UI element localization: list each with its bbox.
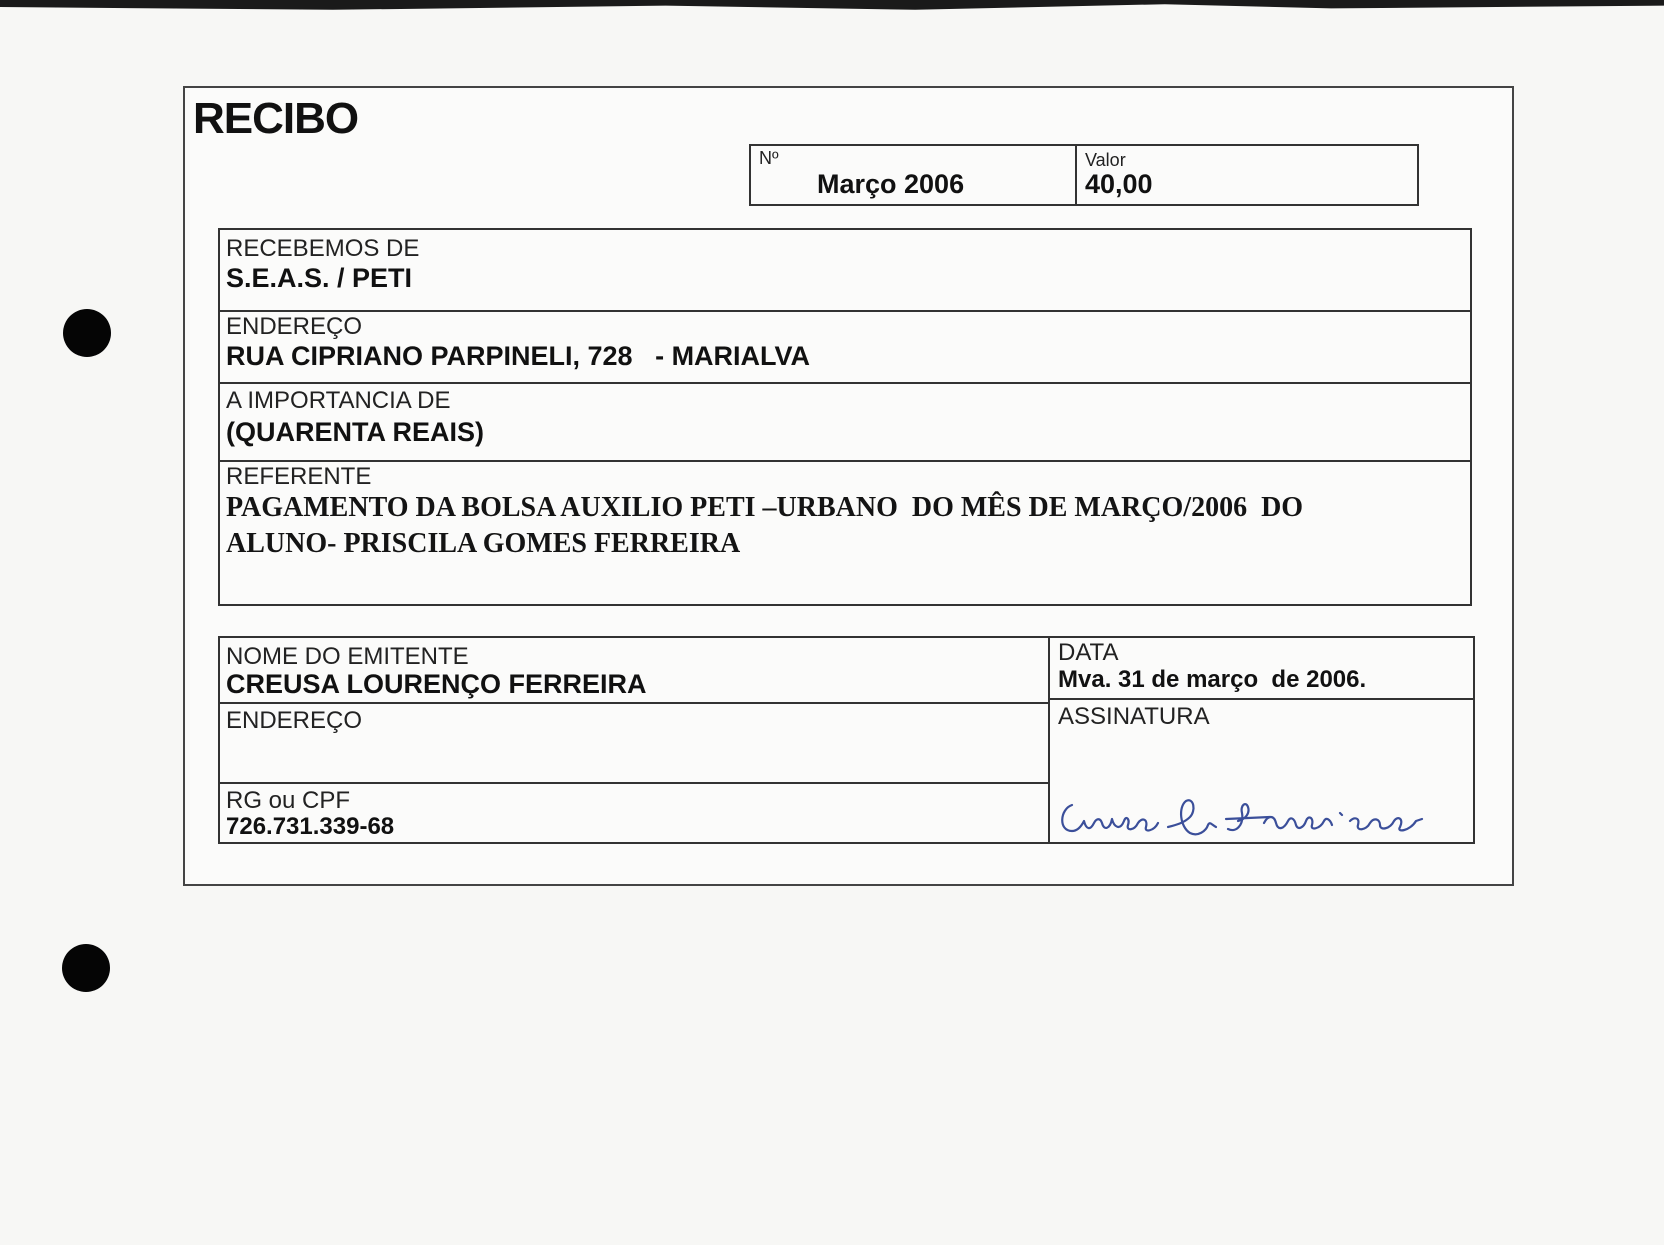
received-from-label: RECEBEMOS DE (226, 235, 420, 262)
binder-hole-bottom (62, 944, 110, 992)
divider-2 (220, 382, 1470, 384)
address-label: ENDEREÇO (226, 313, 363, 340)
divider-3 (220, 460, 1470, 462)
date-value: Mva. 31 de março de 2006. (1058, 666, 1367, 693)
issuer-id-value: 726.731.339-68 (226, 813, 395, 840)
payer-info-box (218, 228, 1472, 606)
value-label: Valor (1085, 150, 1126, 170)
issuer-divider-2 (220, 782, 1048, 784)
issuer-name-value: CREUSA LOURENÇO FERREIRA (226, 669, 647, 699)
issuer-id-label: RG ou CPF (226, 787, 351, 814)
number-value: Março 2006 (817, 169, 965, 199)
reference-line-1: PAGAMENTO DA BOLSA AUXILIO PETI –URBANO DO MÊS DE MARÇO/2006 DO (226, 492, 1304, 523)
amount-label: A IMPORTANCIA DE (226, 387, 451, 414)
issuer-address-label: ENDEREÇO (226, 707, 363, 734)
issuer-name-label: NOME DO EMITENTE (226, 643, 469, 670)
binder-hole-top (63, 309, 111, 357)
receipt-title: RECIBO (193, 94, 359, 143)
issuer-divider-1 (220, 702, 1048, 704)
signature-label: ASSINATURA (1058, 703, 1210, 730)
number-value-box (749, 144, 1419, 206)
date-label: DATA (1058, 639, 1119, 666)
reference-line-2: ALUNO- PRISCILA GOMES FERREIRA (226, 528, 741, 559)
received-from-value: S.E.A.S. / PETI (226, 263, 413, 293)
date-divider (1048, 698, 1473, 700)
amount-value: (QUARENTA REAIS) (226, 417, 484, 447)
receipt-frame (183, 86, 1514, 886)
number-value-divider (1075, 146, 1077, 204)
value-amount: 40,00 (1085, 169, 1153, 199)
reference-label: REFERENTE (226, 463, 372, 490)
number-label: Nº (759, 148, 779, 168)
handwritten-signature (1050, 775, 1490, 855)
scan-top-edge (0, 0, 1664, 14)
divider-1 (220, 310, 1470, 312)
address-value: RUA CIPRIANO PARPINELI, 728 - MARIALVA (226, 341, 811, 371)
